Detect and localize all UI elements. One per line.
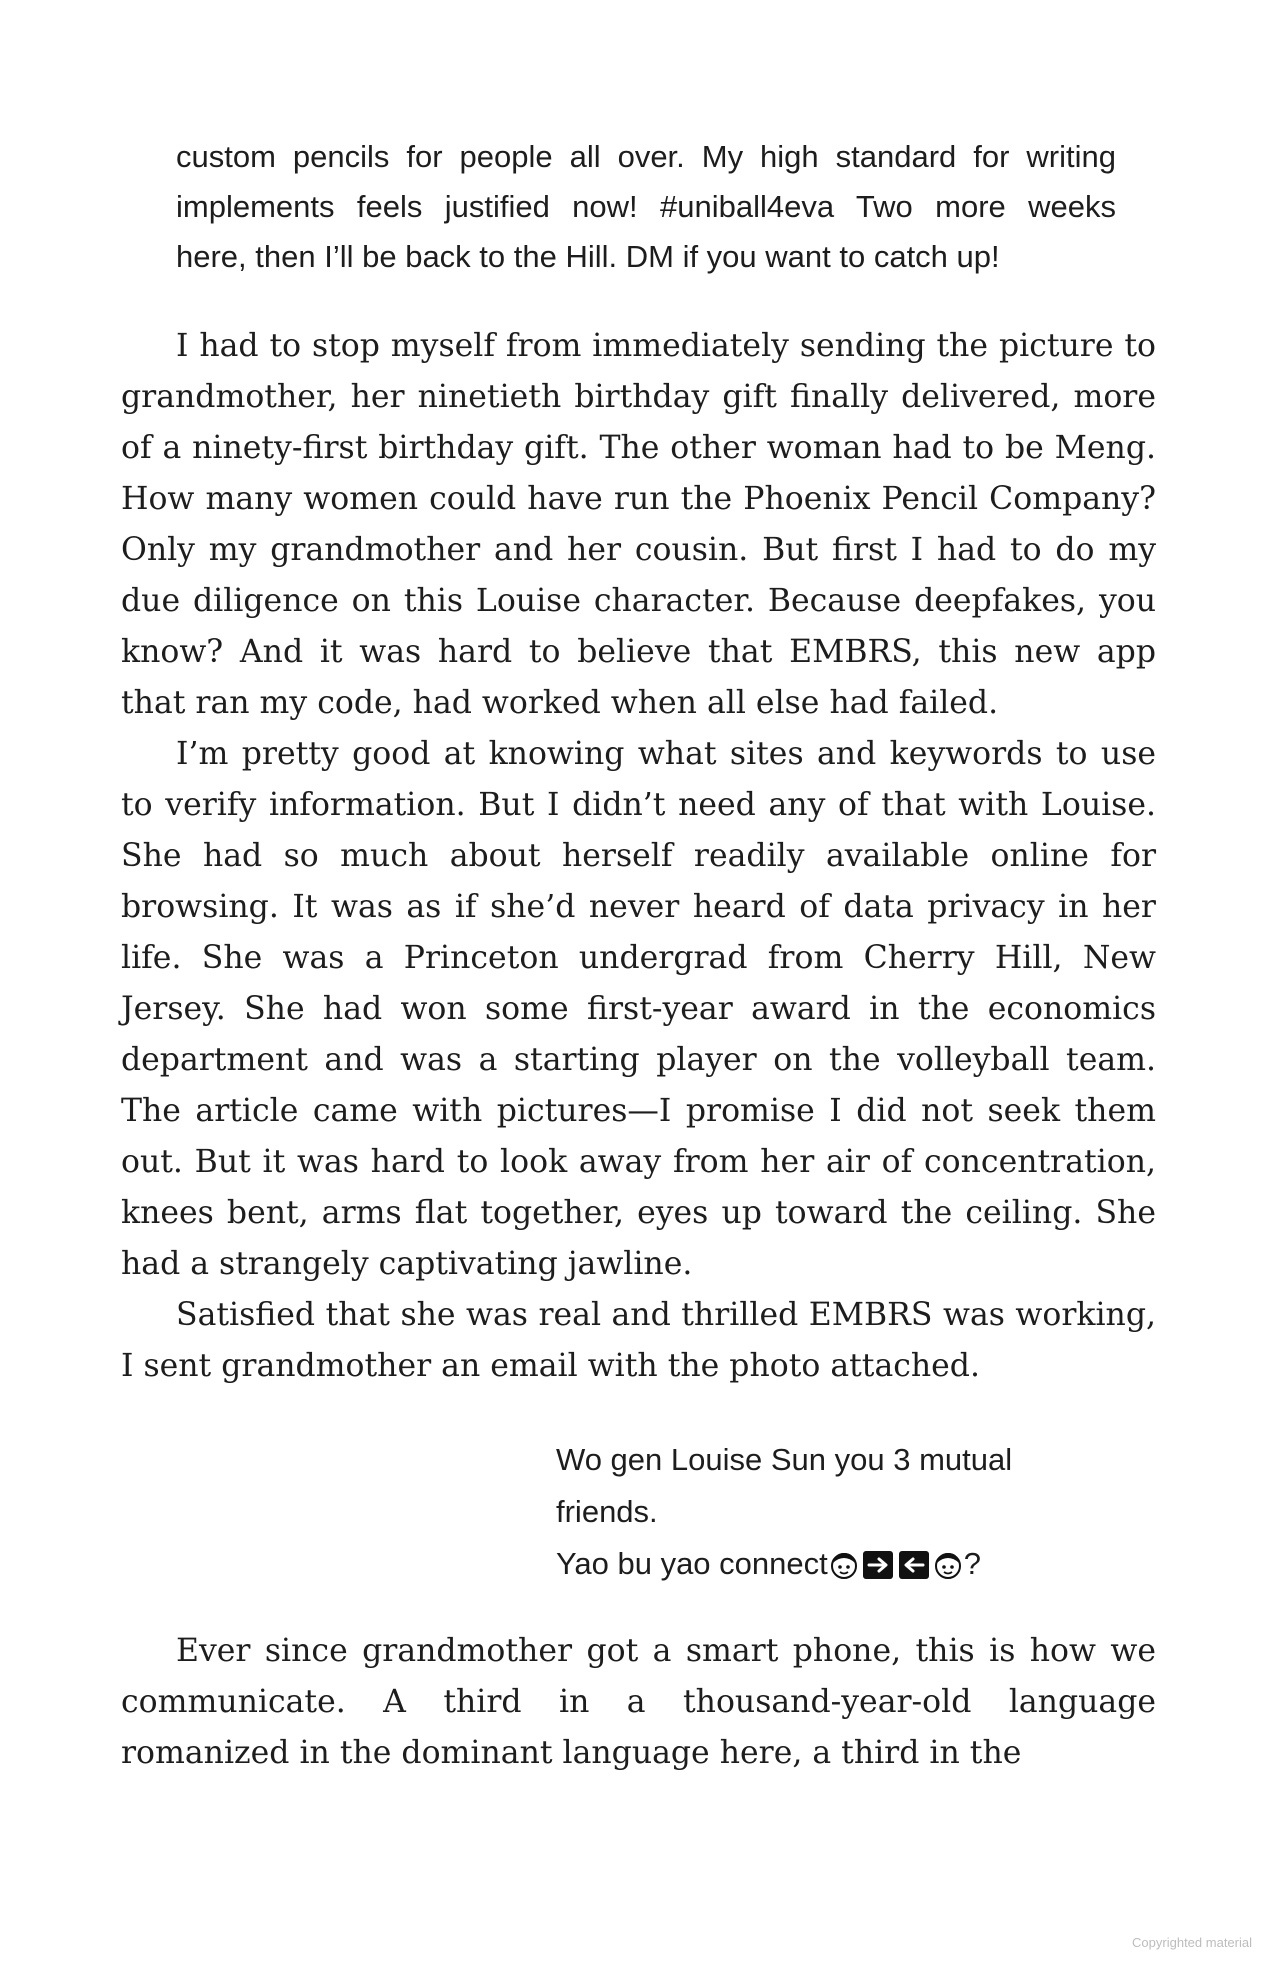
text-message — [556, 1434, 1116, 1590]
right-arrow-icon — [862, 1550, 894, 1580]
story-text-continued — [121, 1626, 1156, 1779]
left-arrow-icon — [898, 1550, 930, 1580]
paragraph: I had to stop myself from immediately sending the picture to grandmother, her ninetieth birthday gift finally delivered, more of a ninety-first birthday gift. The other woman had to be Meng. How many women could have run the Phoenix Pencil Company? Only my grandmother and her cousin. But first I had to do my due diligence on this Louise character. Because deepfakes, you know? And it was hard to believe that EMBRS, this new app that ran my code, had worked when all else had failed. — [121, 328, 1156, 721]
story-text — [121, 321, 1156, 1392]
person-face-icon — [934, 1550, 962, 1580]
message-text: Yao bu yao connect — [556, 1546, 828, 1581]
paragraph: Satisfied that she was real and thrilled EMBRS was working, I sent grandmother an email with the photo attached. — [121, 1297, 1156, 1384]
message-line: Wo gen Louise Sun you 3 mutual — [556, 1442, 1013, 1477]
social-post-excerpt — [176, 132, 1116, 282]
post-line: implements feels justified now! #uniball4eva Two more weeks — [176, 189, 1116, 224]
paragraph: I’m pretty good at knowing what sites and keywords to use to verify information. But I didn’t need any of that with Louise. She had so much about herself readily available online for browsing. It was as if she’d never heard of data privacy in her life. She was a Princeton undergrad from Cherry Hill, New Jersey. She had won some first-year award in the economics department and was a starting player on the volleyball team. The article came with pictures—I promise I did not seek them out. But it was hard to look away from her air of concentration, knees bent, arms flat together, eyes up toward the ceiling. She had a strangely captivating jawline. — [121, 736, 1156, 1282]
message-question-mark: ? — [963, 1546, 981, 1581]
post-line: here, then I’ll be back to the Hill. DM if you want to catch up! — [176, 239, 1000, 274]
copyright-notice: Copyrighted material — [1132, 1935, 1252, 1950]
message-line: friends. — [556, 1494, 658, 1529]
person-face-icon — [830, 1550, 858, 1580]
paragraph: Ever since grandmother got a smart phone, this is how we communicate. A third in a thousand-year-old language romanized in the dominant language here, a third in the — [121, 1633, 1156, 1771]
post-line: custom pencils for people all over. My high standard for writing — [176, 139, 1116, 174]
message-line-emoji — [556, 1538, 1116, 1590]
